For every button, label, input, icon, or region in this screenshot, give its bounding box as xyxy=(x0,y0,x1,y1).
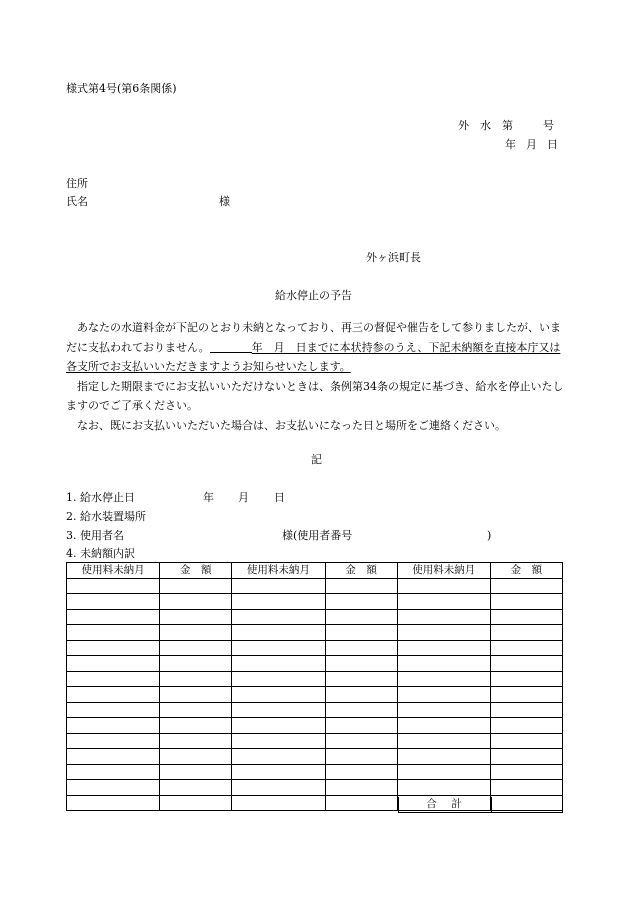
header-amount-1: 金 額 xyxy=(160,563,232,579)
amount-cell[interactable] xyxy=(325,718,397,734)
unpaid-month-cell[interactable] xyxy=(397,718,490,734)
amount-cell[interactable] xyxy=(490,594,562,610)
amount-cell[interactable] xyxy=(325,656,397,672)
unpaid-month-cell[interactable] xyxy=(67,733,160,749)
table-row xyxy=(67,733,563,749)
unpaid-month-cell[interactable] xyxy=(232,656,325,672)
amount-cell[interactable] xyxy=(160,749,232,765)
unpaid-month-cell[interactable] xyxy=(397,625,490,641)
amount-cell[interactable] xyxy=(490,733,562,749)
amount-cell[interactable] xyxy=(325,702,397,718)
unpaid-month-cell[interactable] xyxy=(397,749,490,765)
date-day: 日 xyxy=(547,138,558,151)
item-3-sama: 様(使用者番号 xyxy=(282,529,353,542)
header-amount-3: 金 額 xyxy=(490,563,562,579)
doc-number-prefix: 外 水 第 xyxy=(458,119,513,132)
amount-cell[interactable] xyxy=(490,749,562,765)
unpaid-month-cell[interactable] xyxy=(397,640,490,656)
table-row xyxy=(67,609,563,625)
amount-cell[interactable] xyxy=(325,671,397,687)
table-row xyxy=(67,640,563,656)
amount-cell[interactable] xyxy=(325,749,397,765)
unpaid-month-cell[interactable] xyxy=(397,764,490,780)
table-row xyxy=(67,671,563,687)
name-label: 氏名 xyxy=(66,195,88,208)
sender: 外ヶ浜町長 xyxy=(366,251,421,264)
ki-heading: 記 xyxy=(311,453,322,466)
unpaid-month-cell[interactable] xyxy=(67,764,160,780)
table-row xyxy=(67,578,563,594)
total-label: 合 計 xyxy=(399,797,492,812)
amount-cell[interactable] xyxy=(325,594,397,610)
unpaid-month-cell[interactable] xyxy=(232,795,325,811)
item-3-label: 3. 使用者名 xyxy=(66,529,124,542)
amount-cell[interactable] xyxy=(160,687,232,703)
date-month: 月 xyxy=(526,138,537,151)
amount-cell[interactable] xyxy=(325,687,397,703)
unpaid-month-cell[interactable] xyxy=(232,640,325,656)
paragraph-1-start: あなたの水道料金が下記のとおり未納となっており、再三の督促や催告をして参りましたが、いまだに支払われておりません。 xyxy=(66,321,561,354)
amount-cell[interactable] xyxy=(160,795,232,811)
amount-cell[interactable] xyxy=(325,609,397,625)
doc-number xyxy=(458,119,554,133)
arrears-table-body xyxy=(67,578,563,811)
header-month-3: 使用料未納月 xyxy=(397,563,490,579)
notice-body xyxy=(66,318,564,435)
amount-cell[interactable] xyxy=(325,764,397,780)
amount-cell[interactable] xyxy=(490,671,562,687)
amount-cell[interactable] xyxy=(160,780,232,796)
amount-cell[interactable] xyxy=(490,609,562,625)
amount-cell[interactable] xyxy=(160,718,232,734)
unpaid-month-cell[interactable] xyxy=(232,578,325,594)
amount-cell[interactable] xyxy=(325,780,397,796)
date-line xyxy=(505,138,558,152)
table-row xyxy=(67,594,563,610)
item-4-label: 4. 未納額内訳 xyxy=(66,547,135,560)
unpaid-month-cell[interactable] xyxy=(232,625,325,641)
item-1-label: 1. 給水停止日 xyxy=(66,491,135,504)
unpaid-month-cell[interactable] xyxy=(67,718,160,734)
honorific: 様 xyxy=(219,195,230,208)
item-1-day: 日 xyxy=(274,491,285,504)
table-row xyxy=(67,749,563,765)
header-month-1: 使用料未納月 xyxy=(67,563,160,579)
table-row xyxy=(67,687,563,703)
amount-cell[interactable] xyxy=(160,764,232,780)
amount-cell[interactable] xyxy=(325,795,397,811)
paragraph-1 xyxy=(66,318,564,377)
unpaid-month-cell[interactable] xyxy=(397,687,490,703)
arrears-table xyxy=(66,562,563,811)
unpaid-month-cell[interactable] xyxy=(397,594,490,610)
unpaid-month-cell[interactable] xyxy=(67,578,160,594)
date-year: 年 xyxy=(505,138,516,151)
unpaid-month-cell[interactable] xyxy=(232,718,325,734)
amount-cell[interactable] xyxy=(325,733,397,749)
amount-cell[interactable] xyxy=(325,578,397,594)
page-title: 給水停止の予告 xyxy=(275,289,352,302)
unpaid-month-cell[interactable] xyxy=(67,656,160,672)
unpaid-month-cell[interactable] xyxy=(397,702,490,718)
amount-cell[interactable] xyxy=(490,625,562,641)
amount-cell[interactable] xyxy=(490,764,562,780)
form-number: 様式第4号(第6条関係) xyxy=(66,82,177,95)
due-date-text: 年 月 日までに本状持参のうえ、下記未納額を直接本庁又は各支所でお支払いいただきますようお知らせいたします。 xyxy=(66,340,561,373)
item-1-year: 年 xyxy=(203,491,214,504)
amount-cell[interactable] xyxy=(160,671,232,687)
amount-cell[interactable] xyxy=(325,625,397,641)
amount-cell[interactable] xyxy=(160,578,232,594)
unpaid-month-cell[interactable] xyxy=(67,795,160,811)
table-row xyxy=(67,718,563,734)
header-month-2: 使用料未納月 xyxy=(232,563,325,579)
unpaid-month-cell[interactable] xyxy=(67,780,160,796)
table-row xyxy=(67,780,563,796)
item-2-label: 2. 給水装置場所 xyxy=(66,510,146,523)
table-row xyxy=(67,702,563,718)
unpaid-month-cell[interactable] xyxy=(232,702,325,718)
total-value-cell[interactable] xyxy=(492,797,562,812)
unpaid-month-cell[interactable] xyxy=(397,578,490,594)
unpaid-month-cell[interactable] xyxy=(397,671,490,687)
paragraph-3: なお、既にお支払いいただいた場合は、お支払いになった日と場所をご連絡ください。 xyxy=(77,418,506,432)
amount-cell[interactable] xyxy=(490,702,562,718)
total-row xyxy=(398,797,563,813)
amount-cell[interactable] xyxy=(160,733,232,749)
unpaid-month-cell[interactable] xyxy=(232,780,325,796)
unpaid-month-cell[interactable] xyxy=(232,609,325,625)
amount-cell[interactable] xyxy=(160,702,232,718)
unpaid-month-cell[interactable] xyxy=(67,687,160,703)
unpaid-month-cell[interactable] xyxy=(232,594,325,610)
unpaid-month-cell[interactable] xyxy=(67,594,160,610)
table-row xyxy=(67,625,563,641)
unpaid-month-cell[interactable] xyxy=(397,733,490,749)
unpaid-month-cell[interactable] xyxy=(232,749,325,765)
table-row xyxy=(67,764,563,780)
header-amount-2: 金 額 xyxy=(325,563,397,579)
item-1-month: 月 xyxy=(238,491,249,504)
unpaid-month-cell[interactable] xyxy=(397,780,490,796)
unpaid-month-cell[interactable] xyxy=(232,764,325,780)
amount-cell[interactable] xyxy=(160,609,232,625)
unpaid-month-cell[interactable] xyxy=(67,640,160,656)
amount-cell[interactable] xyxy=(160,594,232,610)
unpaid-month-cell[interactable] xyxy=(67,625,160,641)
unpaid-month-cell[interactable] xyxy=(397,609,490,625)
unpaid-month-cell[interactable] xyxy=(67,749,160,765)
amount-cell[interactable] xyxy=(490,718,562,734)
table-header-row xyxy=(67,563,563,579)
amount-cell[interactable] xyxy=(490,687,562,703)
due-date-blank xyxy=(210,340,252,353)
amount-cell[interactable] xyxy=(160,640,232,656)
table-row xyxy=(67,656,563,672)
amount-cell[interactable] xyxy=(160,656,232,672)
unpaid-month-cell[interactable] xyxy=(67,609,160,625)
unpaid-month-cell[interactable] xyxy=(232,733,325,749)
amount-cell[interactable] xyxy=(160,625,232,641)
unpaid-month-cell[interactable] xyxy=(67,702,160,718)
amount-cell[interactable] xyxy=(490,780,562,796)
amount-cell[interactable] xyxy=(490,640,562,656)
amount-cell[interactable] xyxy=(325,640,397,656)
address-label: 住所 xyxy=(66,177,88,190)
unpaid-month-cell[interactable] xyxy=(232,687,325,703)
unpaid-month-cell[interactable] xyxy=(67,671,160,687)
item-3-close: ) xyxy=(487,529,492,542)
unpaid-month-cell[interactable] xyxy=(397,656,490,672)
doc-number-suffix: 号 xyxy=(543,119,554,132)
paragraph-2: 指定した期限までにお支払いいただけないときは、条例第34条の規定に基づき、給水を停止いたしますのでご了承ください。 xyxy=(66,379,564,412)
amount-cell[interactable] xyxy=(490,578,562,594)
amount-cell[interactable] xyxy=(490,656,562,672)
unpaid-month-cell[interactable] xyxy=(232,671,325,687)
